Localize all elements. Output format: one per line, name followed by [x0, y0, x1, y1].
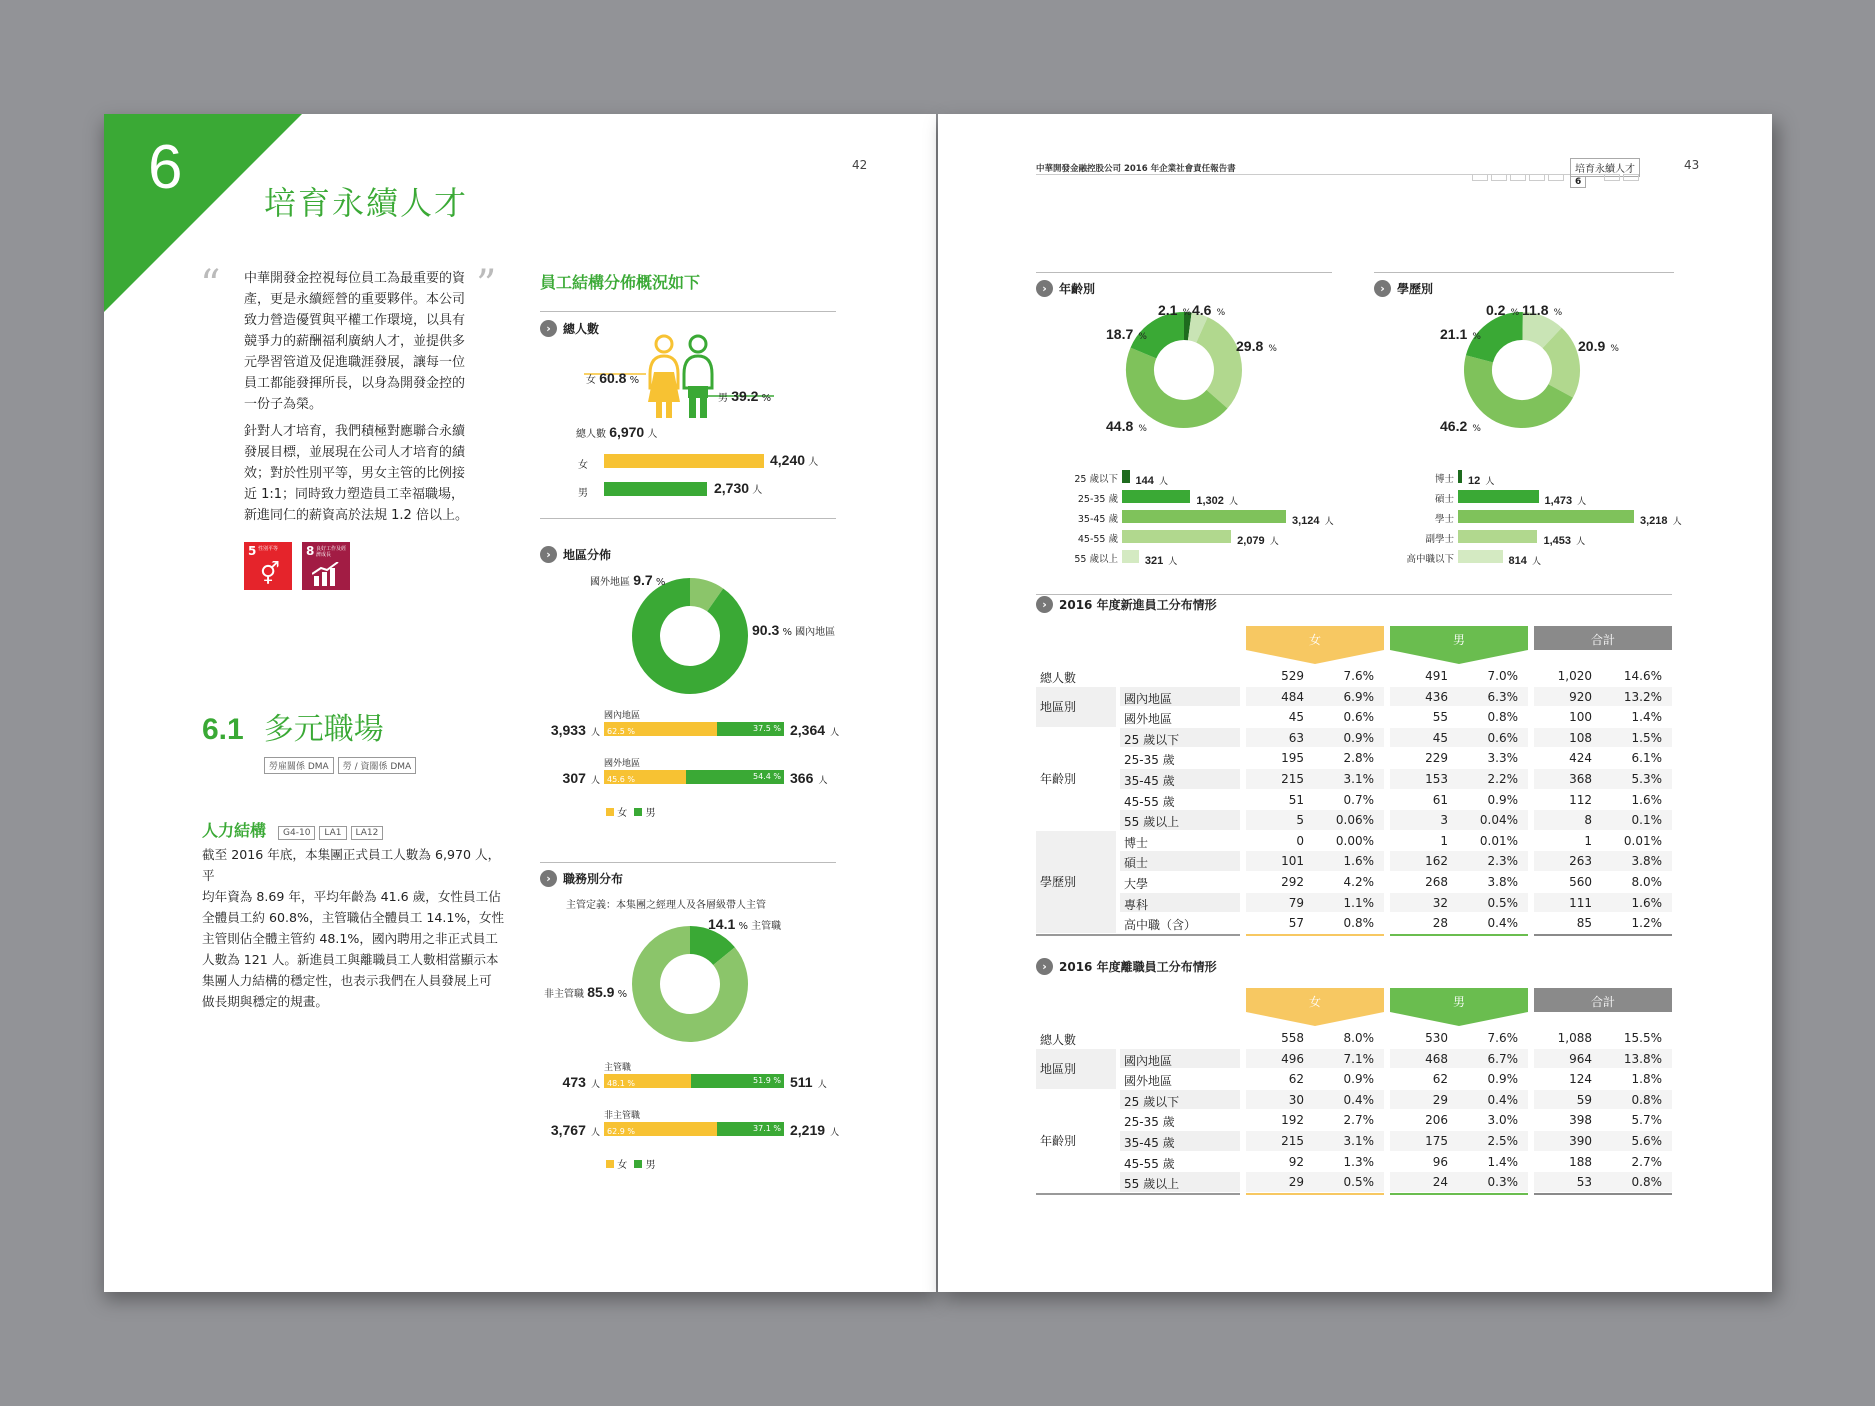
- text-line: 產，更是永續經營的重要夥伴。本公司: [244, 292, 466, 307]
- bar: [1458, 470, 1462, 483]
- donut-segment: [1478, 359, 1561, 414]
- overseas-share: 國外地區 9.7 %: [590, 572, 666, 588]
- donut-segment: [690, 940, 724, 956]
- table-row: 45-55 歲 51 0.7% 61 0.9% 112 1.6%: [1036, 790, 1672, 811]
- column-header: 合計: [1534, 988, 1672, 1026]
- table-bottom-rule: [1390, 934, 1528, 936]
- chapter-number: 6: [148, 133, 183, 202]
- donut-segment: [1552, 338, 1566, 391]
- bar-label: 45-55 歲: [1077, 534, 1118, 545]
- male-count: 2,219 人: [790, 1122, 840, 1138]
- text-line: 集團人力結構的穩定性，也表示我們在人員發展上可: [202, 973, 492, 988]
- chapter-quote: [244, 268, 480, 415]
- bar-label: 博士: [1434, 474, 1454, 485]
- chevron-right-icon: ›: [540, 870, 557, 887]
- text-line: 發展目標，並展現在公司人才培育的績: [244, 445, 466, 460]
- role-legend: 女 男: [606, 1156, 656, 1171]
- female-count: 3,933 人: [550, 722, 600, 738]
- tag: LA12: [351, 826, 384, 840]
- text-line: 主管則佔全體主管約 48.1%，國內聘用之非正式員工: [202, 931, 498, 946]
- section-title: 多元職場: [263, 712, 384, 747]
- bar-value: 1,302 人: [1196, 495, 1238, 507]
- female-share: 女 60.8 %: [586, 370, 640, 386]
- gender-symbol-icon: ⚥: [260, 562, 280, 587]
- table-row: 45-55 歲 92 1.3% 96 1.4% 188 2.7%: [1036, 1152, 1672, 1173]
- close-quote-icon: ”: [476, 262, 497, 308]
- table-row: 國外地區 62 0.9% 62 0.9% 124 1.8%: [1036, 1069, 1672, 1090]
- table-row: 碩士 101 1.6% 162 2.3% 263 3.8%: [1036, 851, 1672, 872]
- table-row: 專科 79 1.1% 32 0.5% 111 1.6%: [1036, 893, 1672, 914]
- bar-label: 25 歲以下: [1074, 474, 1118, 485]
- bar-label: 55 歲以上: [1074, 554, 1118, 565]
- section-tags: [264, 754, 420, 774]
- table-row: 25-35 歲 195 2.8% 229 3.3% 424 6.1%: [1036, 748, 1672, 769]
- table-row: 25-35 歲 192 2.7% 206 3.0% 398 5.7%: [1036, 1110, 1672, 1131]
- table-row: 25 歲以下 30 0.4% 29 0.4% 59 0.8%: [1036, 1090, 1672, 1111]
- sdg-icons: [244, 542, 350, 590]
- donut-segment: [1202, 330, 1228, 399]
- chevron-right-icon: ›: [1374, 280, 1391, 297]
- table-row: 高中職（含） 57 0.8% 28 0.4% 85 1.2%: [1036, 913, 1672, 934]
- table-row: 博士 0 0.00% 1 0.01% 1 0.01%: [1036, 831, 1672, 852]
- text-line: 近 1:1；同時致力塑造員工幸福職場，: [244, 487, 465, 502]
- header-chapter-number: 6: [1570, 176, 1586, 188]
- donut-segment: [1140, 353, 1217, 414]
- bar-label: 35-45 歲: [1077, 514, 1118, 525]
- nonmanager-share: 非主管職 85.9 %: [544, 984, 628, 1000]
- bar-label: 國外地區: [604, 759, 641, 769]
- chevron-right-icon: ›: [1036, 596, 1053, 613]
- bar: [1458, 490, 1539, 503]
- row-group: 年齡別: [1036, 728, 1116, 830]
- text-line: 全體員工約 60.8%，主管職佔全體員工 14.1%，女性: [202, 910, 505, 925]
- table-row: 總人數 558 8.0% 530 7.6% 1,088 15.5%: [1040, 1031, 1662, 1047]
- table-bottom-rule: [1390, 1193, 1528, 1195]
- right-page: [938, 114, 1772, 1292]
- female-bar-label: 女: [578, 460, 588, 471]
- table-bottom-rule: [1036, 934, 1240, 936]
- row-group: 年齡別: [1036, 1090, 1116, 1192]
- bar-label: 副學士: [1425, 534, 1454, 545]
- tag: 勞 / 資關係 DMA: [338, 757, 416, 774]
- chevron-right-icon: ›: [540, 546, 557, 563]
- bar-value: 321 人: [1144, 555, 1178, 567]
- chevron-right-icon: ›: [1036, 958, 1053, 975]
- female-bar: 62.9 %: [604, 1122, 717, 1136]
- male-count: 511 人: [790, 1074, 827, 1090]
- bar-label: 主管職: [604, 1063, 632, 1073]
- total-heading: › 總人數: [540, 320, 599, 337]
- table-bottom-rule: [1246, 1193, 1384, 1195]
- female-bar-value: 4,240 人: [770, 452, 819, 468]
- bar-label: 碩士: [1434, 494, 1454, 505]
- sdg8-decent-work-icon: 8 良好工作及經濟成長: [302, 542, 350, 590]
- section-heading: [202, 704, 384, 748]
- tag: LA1: [319, 826, 346, 840]
- page-number: 43: [1684, 158, 1700, 172]
- column-header: 女: [1246, 988, 1384, 1026]
- male-bar-value: 2,730 人: [714, 480, 763, 496]
- male-count: 366 人: [790, 770, 828, 786]
- row-group: 地區別: [1036, 1049, 1116, 1089]
- bar: [1122, 490, 1190, 503]
- column-header: 男: [1390, 626, 1528, 664]
- male-bar: 51.9 %: [691, 1074, 784, 1088]
- region-legend: 女 男: [606, 804, 656, 819]
- table-row: 55 歲以上 29 0.5% 24 0.3% 53 0.8%: [1036, 1172, 1672, 1193]
- text-line: 針對人才培育，我們積極對應聯合永續: [244, 424, 466, 439]
- bar-value: 3,218 人: [1640, 515, 1682, 527]
- donut-segment: [1190, 326, 1202, 329]
- text-line: 人數為 121 人。新進員工與離職員工人數相當顯示本: [202, 952, 499, 967]
- bar-value: 1,453 人: [1543, 535, 1586, 547]
- total-count: 總人數 6,970 人: [576, 424, 658, 440]
- table-row: 55 歲以上 5 0.06% 3 0.04% 8 0.1%: [1036, 810, 1672, 831]
- row-group: 學歷別: [1036, 831, 1116, 933]
- domestic-share: 90.3 % 國內地區: [752, 622, 836, 638]
- text-line: 截至 2016 年底，本集團正式員工人數為 6,970 人，平: [202, 847, 501, 883]
- bar: [1122, 550, 1139, 563]
- text-line: 競爭力的薪酬福利廣納人才，並提供多: [244, 334, 466, 349]
- donut-label: 21.1 %: [1440, 326, 1481, 342]
- row-group: 地區別: [1036, 687, 1116, 727]
- chapter-title: 培育永續人才: [264, 184, 469, 222]
- table-bottom-rule: [1534, 934, 1672, 936]
- role-note: 主管定義：本集團之經理人及各層級帶人主管: [566, 900, 766, 911]
- subsection-heading: [202, 818, 387, 841]
- report-title: 中華開發金融控股公司 2016 年企業社會責任報告書: [1036, 164, 1236, 174]
- bar-value: 1,473 人: [1544, 495, 1587, 507]
- bar: [1458, 550, 1503, 563]
- left-page: [104, 114, 936, 1292]
- female-bar: [604, 454, 764, 468]
- table-row: 35-45 歲 215 3.1% 175 2.5% 390 5.6%: [1036, 1131, 1672, 1152]
- female-bar: 45.6 %: [604, 770, 686, 784]
- bar-label: 學士: [1434, 514, 1454, 525]
- male-count: 2,364 人: [790, 722, 840, 738]
- bar-value: 2,079 人: [1237, 535, 1279, 547]
- bar: [1458, 510, 1634, 523]
- infographic-title: 員工結構分佈概況如下: [540, 273, 701, 292]
- table-bottom-rule: [1534, 1193, 1672, 1195]
- header-chapter: 培育永續人才: [1570, 158, 1640, 177]
- growth-chart-icon: [312, 562, 340, 586]
- bar-value: 12 人: [1468, 475, 1495, 487]
- donut-label: 2.1 %: [1158, 302, 1192, 318]
- bar-value: 814 人: [1508, 555, 1541, 567]
- bar: [1122, 470, 1130, 483]
- bar: [1122, 530, 1231, 543]
- sdg5-gender-equality-icon: 5 性別平等 ⚥: [244, 542, 292, 590]
- chapter-intro: [244, 421, 480, 526]
- donut-label: 0.2 %: [1486, 302, 1520, 318]
- male-bar: [604, 482, 707, 496]
- new-hires-heading: › 2016 年度新進員工分布情形: [1036, 596, 1217, 613]
- edu-heading: › 學歷別: [1374, 280, 1433, 297]
- body-text: [202, 844, 512, 1012]
- bar-label: 非主管職: [604, 1111, 641, 1121]
- female-count: 3,767 人: [550, 1122, 600, 1138]
- table-row: 大學 292 4.2% 268 3.8% 560 8.0%: [1036, 872, 1672, 893]
- manager-share: 14.1 % 主管職: [708, 916, 782, 932]
- table-row: 國外地區 45 0.6% 55 0.8% 100 1.4%: [1036, 707, 1672, 728]
- page-number: 42: [852, 158, 868, 172]
- bar: [1122, 510, 1286, 523]
- bar-label: 高中職以下: [1406, 554, 1454, 565]
- text-line: 員工都能發揮所長，以身為開發金控的: [244, 376, 466, 391]
- table-row: 35-45 歲 215 3.1% 153 2.2% 368 5.3%: [1036, 769, 1672, 790]
- role-heading: › 職務別分布: [540, 870, 623, 887]
- donut-segment: [1479, 326, 1522, 359]
- donut-label: 4.6 %: [1192, 302, 1226, 318]
- region-heading: › 地區分佈: [540, 546, 611, 563]
- table-row: 總人數 529 7.6% 491 7.0% 1,020 14.6%: [1040, 669, 1662, 685]
- bar-value: 3,124 人: [1292, 515, 1334, 527]
- donut-label: 20.9 %: [1578, 338, 1619, 354]
- male-share: 男 39.2 %: [718, 388, 772, 404]
- text-line: 均年資為 8.69 年，平均年齡為 41.6 歲，女性員工佔: [202, 889, 501, 904]
- text-line: 致力營造優質與平權工作環境，以具有: [244, 313, 466, 328]
- table-bottom-rule: [1036, 1193, 1240, 1195]
- donut-label: 44.8 %: [1106, 418, 1147, 434]
- female-count: 307 人: [562, 770, 600, 786]
- donut-segment: [1143, 326, 1184, 353]
- female-count: 473 人: [562, 1074, 600, 1090]
- role-donut-chart: [630, 924, 750, 1044]
- donut-label: 11.8 %: [1522, 302, 1563, 318]
- donut-label: 18.7 %: [1106, 326, 1147, 342]
- tag: G4-10: [278, 826, 315, 840]
- region-donut-chart: [630, 576, 750, 696]
- chevron-right-icon: ›: [1036, 280, 1053, 297]
- column-header: 男: [1390, 988, 1528, 1026]
- chapter-tabs: [1472, 174, 1564, 181]
- text-line: 元學習管道及促進職涯發展，讓每一位: [244, 355, 466, 370]
- female-bar: 48.1 %: [604, 1074, 691, 1088]
- text-line: 中華開發金控視每位員工為最重要的資: [244, 271, 466, 286]
- column-header: 合計: [1534, 626, 1672, 664]
- donut-label: 46.2 %: [1440, 418, 1481, 434]
- age-heading: › 年齡別: [1036, 280, 1095, 297]
- male-bar: 54.4 %: [686, 770, 784, 784]
- text-line: 做長期與穩定的規畫。: [202, 994, 328, 1009]
- text-line: 一份子為榮。: [244, 397, 323, 412]
- subsection-title: 人力結構: [202, 821, 267, 840]
- table-row: 25 歲以下 63 0.9% 45 0.6% 108 1.5%: [1036, 728, 1672, 749]
- male-bar: 37.1 %: [717, 1122, 784, 1136]
- section-number: 6.1: [202, 713, 244, 746]
- table-row: 國內地區 484 6.9% 436 6.3% 920 13.2%: [1036, 687, 1672, 708]
- donut-segment: [646, 592, 734, 680]
- text-line: 新進同仁的薪資高於法規 1.2 倍以上。: [244, 508, 468, 523]
- text-line: 效；對於性別平等，男女主管的比例接: [244, 466, 466, 481]
- female-bar: 62.5 %: [604, 722, 717, 736]
- bar-label: 25-35 歲: [1077, 494, 1118, 505]
- open-quote-icon: “: [200, 262, 221, 308]
- donut-label: 29.8 %: [1236, 338, 1277, 354]
- chevron-right-icon: ›: [540, 320, 557, 337]
- bar: [1458, 530, 1537, 543]
- chapter-tabs-right: [1604, 174, 1639, 181]
- donut-segment: [690, 592, 715, 600]
- donut-segment: [1523, 326, 1553, 338]
- male-bar-label: 男: [578, 488, 588, 499]
- bar-value: 144 人: [1135, 475, 1169, 487]
- tag: 勞雇關係 DMA: [264, 757, 334, 774]
- bar-label: 國內地區: [604, 711, 641, 721]
- leavers-heading: › 2016 年度離職員工分布情形: [1036, 958, 1217, 975]
- table-row: 國內地區 496 7.1% 468 6.7% 964 13.8%: [1036, 1049, 1672, 1070]
- table-bottom-rule: [1246, 934, 1384, 936]
- column-header: 女: [1246, 626, 1384, 664]
- male-bar: 37.5 %: [717, 722, 785, 736]
